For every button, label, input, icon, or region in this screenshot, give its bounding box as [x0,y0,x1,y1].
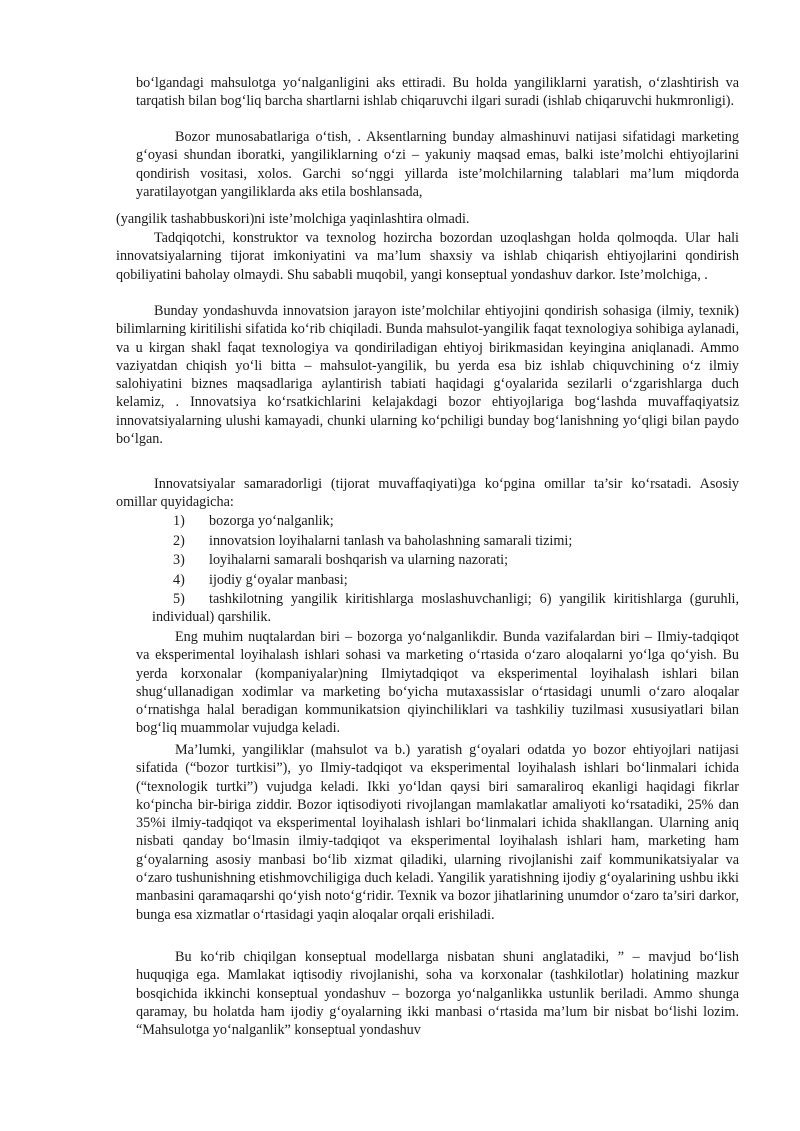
list-item-number: 2) [173,532,185,549]
list-item-number: 5) [173,591,185,607]
list-item-text: loyihalarni samarali boshqarish va ularning nazorati; [209,552,509,568]
list-item-text: innovatsion loyihalarni tanlash va baholashning samarali tizimi; [209,532,573,549]
list-item-number: 4) [173,571,185,588]
factors-list [173,512,739,590]
paragraph-9: Bu ko‘rib chiqilgan konseptual modellarga nisbatan shuni anglatadiki, ” – mavjud bo‘lish huquqiga ega. Mamlakat iqtisodiy rivojlanishi, soha va korxonalar (tashkilotlar) holatining mazkur bosqichida ikkinchi konseptual yondashuv – bozorga yo‘nalganlikka ustunlik beriladi. Ammo shunga qaramay, bu holatda ham ijodiy g‘oyalarning ikki manbasi o‘rtasida ma’lum bir nisbat bo‘lishi lozim. “Mahsulotga yo‘nalganlik” konseptual yondashuv [136,949,739,1039]
list-item-number: 3) [173,552,185,568]
paragraph-3: (yangilik tashabbuskori)ni iste’molchiga yaqinlashtira olmadi. [116,211,470,227]
list-item-text: bozorga yo‘nalganlik; [209,513,334,529]
paragraph-8: Ma’lumki, yangiliklar (mahsulot va b.) yaratish g‘oyalari odatda yo bozor ehtiyojlari natijasi sifatida (“bozor turtkisi”), yo Ilmiy-tadqiqot va eksperimental loyihalash ishlari bo‘linmalari ichida (“texnologik turtki”) vujudga keladi. Ikki yo‘ldan qaysi biri samaraliroq ekanligi haqidagi fikrlar ko‘pincha bir-biriga ziddir. Bozor iqtisodiyoti rivojlangan mamlakatlar amaliyoti ko‘rsatadiki, 25% dan 35%i ilmiy-tadqiqot va eksperimental loyihalash ishlari bo‘linmalari ichida shakllangan. Ularning aniq nisbati qanday bo‘lmasin ilmiy-tadqiqot va eksperimental loyihalash ishlari ham, marketing ham g‘oyalarning asosiy manbasi bo‘lib xizmat qiladiki, ularning rivojlanishi zaif kommunikatsiyalar va o‘zaro tushunishning etishmovchiligiga duch keladi. Yangilik yaratishning ijodiy g‘oyalarining ushbu ikki manbasini qaramaqarshi qo‘yish noto‘g‘ridir. Texnik va bozor jihatlarining unumdor o‘zaro ta’siri darkor, bunga esa xizmatlar o‘rtasidagi yaqin aloqalar orqali erishiladi. [136,742,739,923]
list-item-number: 1) [173,513,185,529]
paragraph-6: Innovatsiyalar samaradorligi (tijorat muvaffaqiyati)ga ko‘pgina omillar ta’sir ko‘rsatadi. Asosiy omillar quyidagicha: [116,476,739,511]
list-item-text: ijodiy g‘oyalar manbasi; [209,571,348,588]
list-item-5 [152,590,739,627]
list-item-text: tashkilotning yangilik kiritishlarga moslashuvchanligi; 6) yangilik kiritishlarga (guruhli, individual) qarshilik. [152,591,739,626]
list-item [173,532,739,552]
paragraph-5: Bunday yondashuvda innovatsion jarayon iste’molchilar ehtiyojini qondirish sohasiga (ilmiy, texnik) bilimlarning kiritilishi sifatida ko‘rib chiqiladi. Bunda mahsulot-yangilik faqat texnologiya sohibiga aylanadi, va u kirgan shakl faqat texnologiya va qondiriladigan ehtiyoj birikmasidan keyingina aniqlanadi. Ammo vaziyatdan chiqish yo‘li bitta – mahsulot-yangilik, bu yerda esa biz ishlab chiquvchining o‘z ilmiy salohiyatini biznes maqsadlariga aylantirish tabiati haqidagi g‘oyalarida sezilarli o‘zgarishlarga duch kelamiz, . Innovatsiya ko‘rsatkichlarini kelajakdagi bozor ehtiyojlariga bog‘lashda muvaffaqiyatsiz innovatsiyalarning ulushi kamayadi, chunki ularning ko‘pchiligi bunday bog‘lanishning yo‘qligi bilan paydo bo‘lgan. [116,303,739,448]
list-item [173,512,739,532]
paragraph-1: bo‘lgandagi mahsulotga yo‘nalganligini aks ettiradi. Bu holda yangiliklarni yaratish, o‘zlashtirish va tarqatish bilan bog‘liq barcha shartlarni ishlab chiqaruvchi ilgari suradi (ishlab chiqaruvchi hukmronligi). [136,75,739,110]
paragraph-2: Bozor munosabatlariga o‘tish, . Aksentlarning bunday almashinuvi natijasi sifatidagi marketing g‘oyasi shundan iboratki, yangiliklarning o‘zi – yakuniy maqsad emas, balki iste’molchi ehtiyojlarini qondirish vositasi, xolos. Garchi so‘nggi yillarda iste’molchilarning talablari ma’lum miqdorda yaratilayotgan yangiliklarda aks etila boshlansada, [136,129,739,200]
paragraph-4: Tadqiqotchi, konstruktor va texnolog hozircha bozordan uzoqlashgan holda qolmoqda. Ular hali innovatsiyalarning tijorat imkoniyatini va ma’lum shaxsiy va ishlab chiqarish ehtiyojlarini qondirish qobiliyatini baholay olmaydi. Shu sababli muqobil, yangi konseptual yondashuv darkor. Iste’molchiga, . [116,230,739,283]
list-item [173,551,739,571]
paragraph-7: Eng muhim nuqtalardan biri – bozorga yo‘nalganlikdir. Bunda vazifalardan biri – Ilmiy-tadqiqot va eksperimental loyihalash ishlari sohasi va marketing o‘rtasida o‘zaro aloqalarni yo‘lga qo‘yish. Bu yerda korxonalar (kompaniyalar)ning Ilmiytadqiqot va eksperimental loyihalash ishlari bilan shug‘ullanadigan xodimlar va marketing bo‘yicha mutaxassislar o‘rtasidagi unumli o‘zaro aloqalar o‘rnatishga halal beradigan kommunikatsion qiyinchiliklari va tashkiliy tuzilmasi xususiyatlari bilan bog‘liq muammolar vujudga keladi. [136,629,739,737]
list-item [173,571,739,591]
